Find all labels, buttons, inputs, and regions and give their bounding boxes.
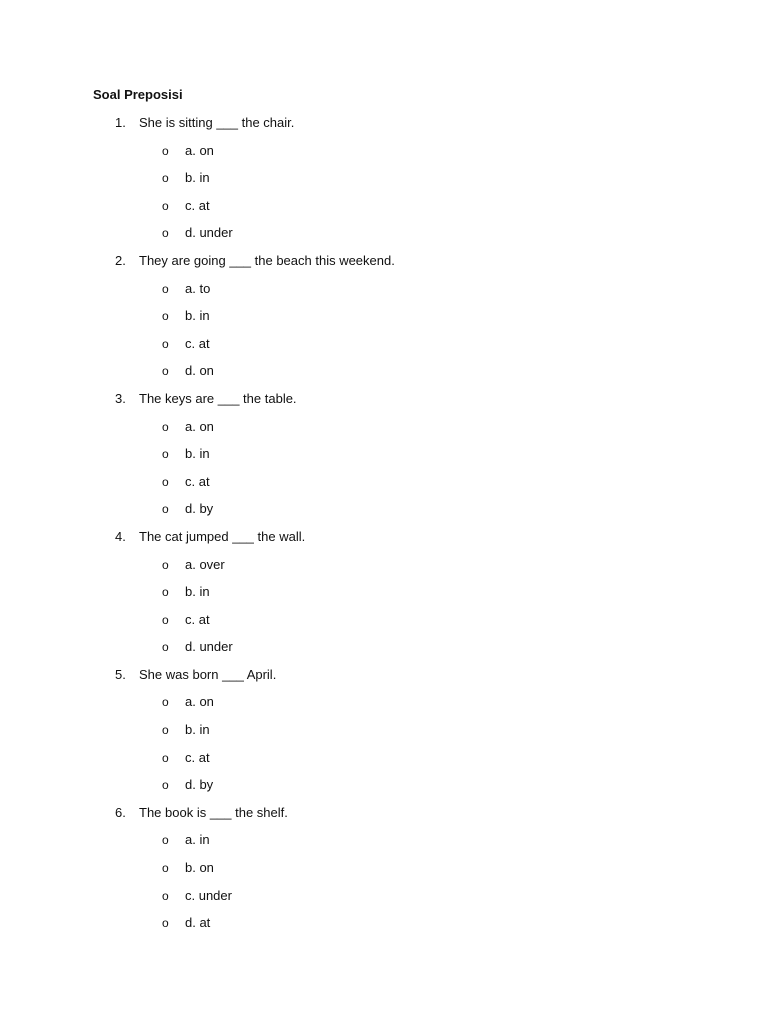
option-item: [0, 169, 768, 197]
option-text: d. on: [185, 363, 214, 379]
question-row: [0, 252, 768, 280]
bullet-icon: o: [162, 612, 169, 627]
option-item: [0, 887, 768, 915]
option-list: [0, 831, 768, 941]
option-list: [0, 280, 768, 390]
option-text: a. on: [185, 418, 214, 434]
option-item: [0, 721, 768, 749]
bullet-icon: o: [162, 447, 169, 462]
option-text: a. in: [185, 832, 210, 848]
bullet-icon: o: [162, 861, 169, 876]
option-text: b. in: [185, 584, 210, 600]
option-item: [0, 445, 768, 473]
question-number: 1.: [115, 115, 126, 130]
bullet-icon: o: [162, 364, 169, 379]
option-item: [0, 197, 768, 225]
question-row: [0, 666, 768, 694]
question-text: The cat jumped ___ the wall.: [139, 528, 306, 544]
bullet-icon: o: [162, 143, 169, 158]
question-6: [0, 804, 768, 942]
bullet-icon: o: [162, 557, 169, 572]
option-item: [0, 749, 768, 777]
option-item: [0, 362, 768, 390]
option-item: [0, 693, 768, 721]
question-4: [0, 528, 768, 666]
option-text: a. to: [185, 280, 211, 296]
question-number: 3.: [115, 390, 126, 406]
question-5: [0, 666, 768, 804]
option-text: a. over: [185, 556, 225, 572]
question-text: The book is ___ the shelf.: [139, 804, 288, 820]
option-item: [0, 280, 768, 308]
option-item: [0, 224, 768, 252]
question-row: [0, 114, 768, 142]
bullet-icon: o: [162, 833, 169, 848]
option-text: d. at: [185, 915, 211, 931]
option-item: [0, 776, 768, 804]
option-item: [0, 473, 768, 501]
question-number: 6.: [115, 804, 126, 820]
document-title: Soal Preposisi: [93, 87, 183, 102]
option-item: [0, 859, 768, 887]
question-list: [0, 114, 768, 942]
option-list: [0, 693, 768, 803]
question-number: 4.: [115, 528, 126, 544]
option-text: c. at: [185, 197, 210, 213]
bullet-icon: o: [162, 585, 169, 600]
question-1: [0, 114, 768, 252]
option-text: c. at: [185, 473, 210, 489]
option-item: [0, 831, 768, 859]
option-item: [0, 142, 768, 170]
option-text: c. under: [185, 887, 232, 903]
question-3: [0, 390, 768, 528]
option-text: b. in: [185, 308, 210, 324]
question-row: [0, 390, 768, 418]
bullet-icon: o: [162, 474, 169, 489]
option-item: [0, 500, 768, 528]
option-list: [0, 418, 768, 528]
option-text: c. at: [185, 749, 210, 765]
bullet-icon: o: [162, 309, 169, 324]
bullet-icon: o: [162, 916, 169, 931]
bullet-icon: o: [162, 723, 169, 738]
option-text: b. on: [185, 860, 214, 876]
bullet-icon: o: [162, 198, 169, 213]
question-row: [0, 804, 768, 832]
option-text: d. by: [185, 501, 214, 517]
option-item: [0, 611, 768, 639]
option-text: b. in: [185, 170, 210, 186]
option-list: [0, 142, 768, 252]
bullet-icon: o: [162, 336, 169, 351]
question-text: She is sitting ___ the chair.: [139, 115, 295, 130]
bullet-icon: o: [162, 171, 169, 186]
question-2: [0, 252, 768, 390]
bullet-icon: o: [162, 888, 169, 903]
option-text: a. on: [185, 142, 214, 158]
bullet-icon: o: [162, 419, 169, 434]
option-item: [0, 583, 768, 611]
option-text: b. in: [185, 722, 210, 738]
bullet-icon: o: [162, 281, 169, 296]
option-text: c. at: [185, 335, 210, 351]
option-item: [0, 556, 768, 584]
option-list: [0, 556, 768, 666]
option-text: c. at: [185, 611, 210, 627]
option-item: [0, 418, 768, 446]
bullet-icon: o: [162, 502, 169, 517]
option-item: [0, 638, 768, 666]
question-text: The keys are ___ the table.: [139, 390, 297, 406]
bullet-icon: o: [162, 778, 169, 793]
bullet-icon: o: [162, 750, 169, 765]
option-text: d. by: [185, 777, 214, 793]
option-text: b. in: [185, 446, 210, 462]
question-number: 5.: [115, 666, 126, 682]
option-text: a. on: [185, 694, 214, 710]
option-item: [0, 307, 768, 335]
question-text: She was born ___ April.: [139, 666, 277, 682]
option-item: [0, 335, 768, 363]
question-row: [0, 528, 768, 556]
bullet-icon: o: [162, 640, 169, 655]
question-number: 2.: [115, 252, 126, 268]
option-item: [0, 914, 768, 942]
bullet-icon: o: [162, 226, 169, 241]
bullet-icon: o: [162, 695, 169, 710]
question-text: They are going ___ the beach this weekend.: [139, 252, 395, 268]
option-text: d. under: [185, 225, 233, 241]
option-text: d. under: [185, 639, 233, 655]
